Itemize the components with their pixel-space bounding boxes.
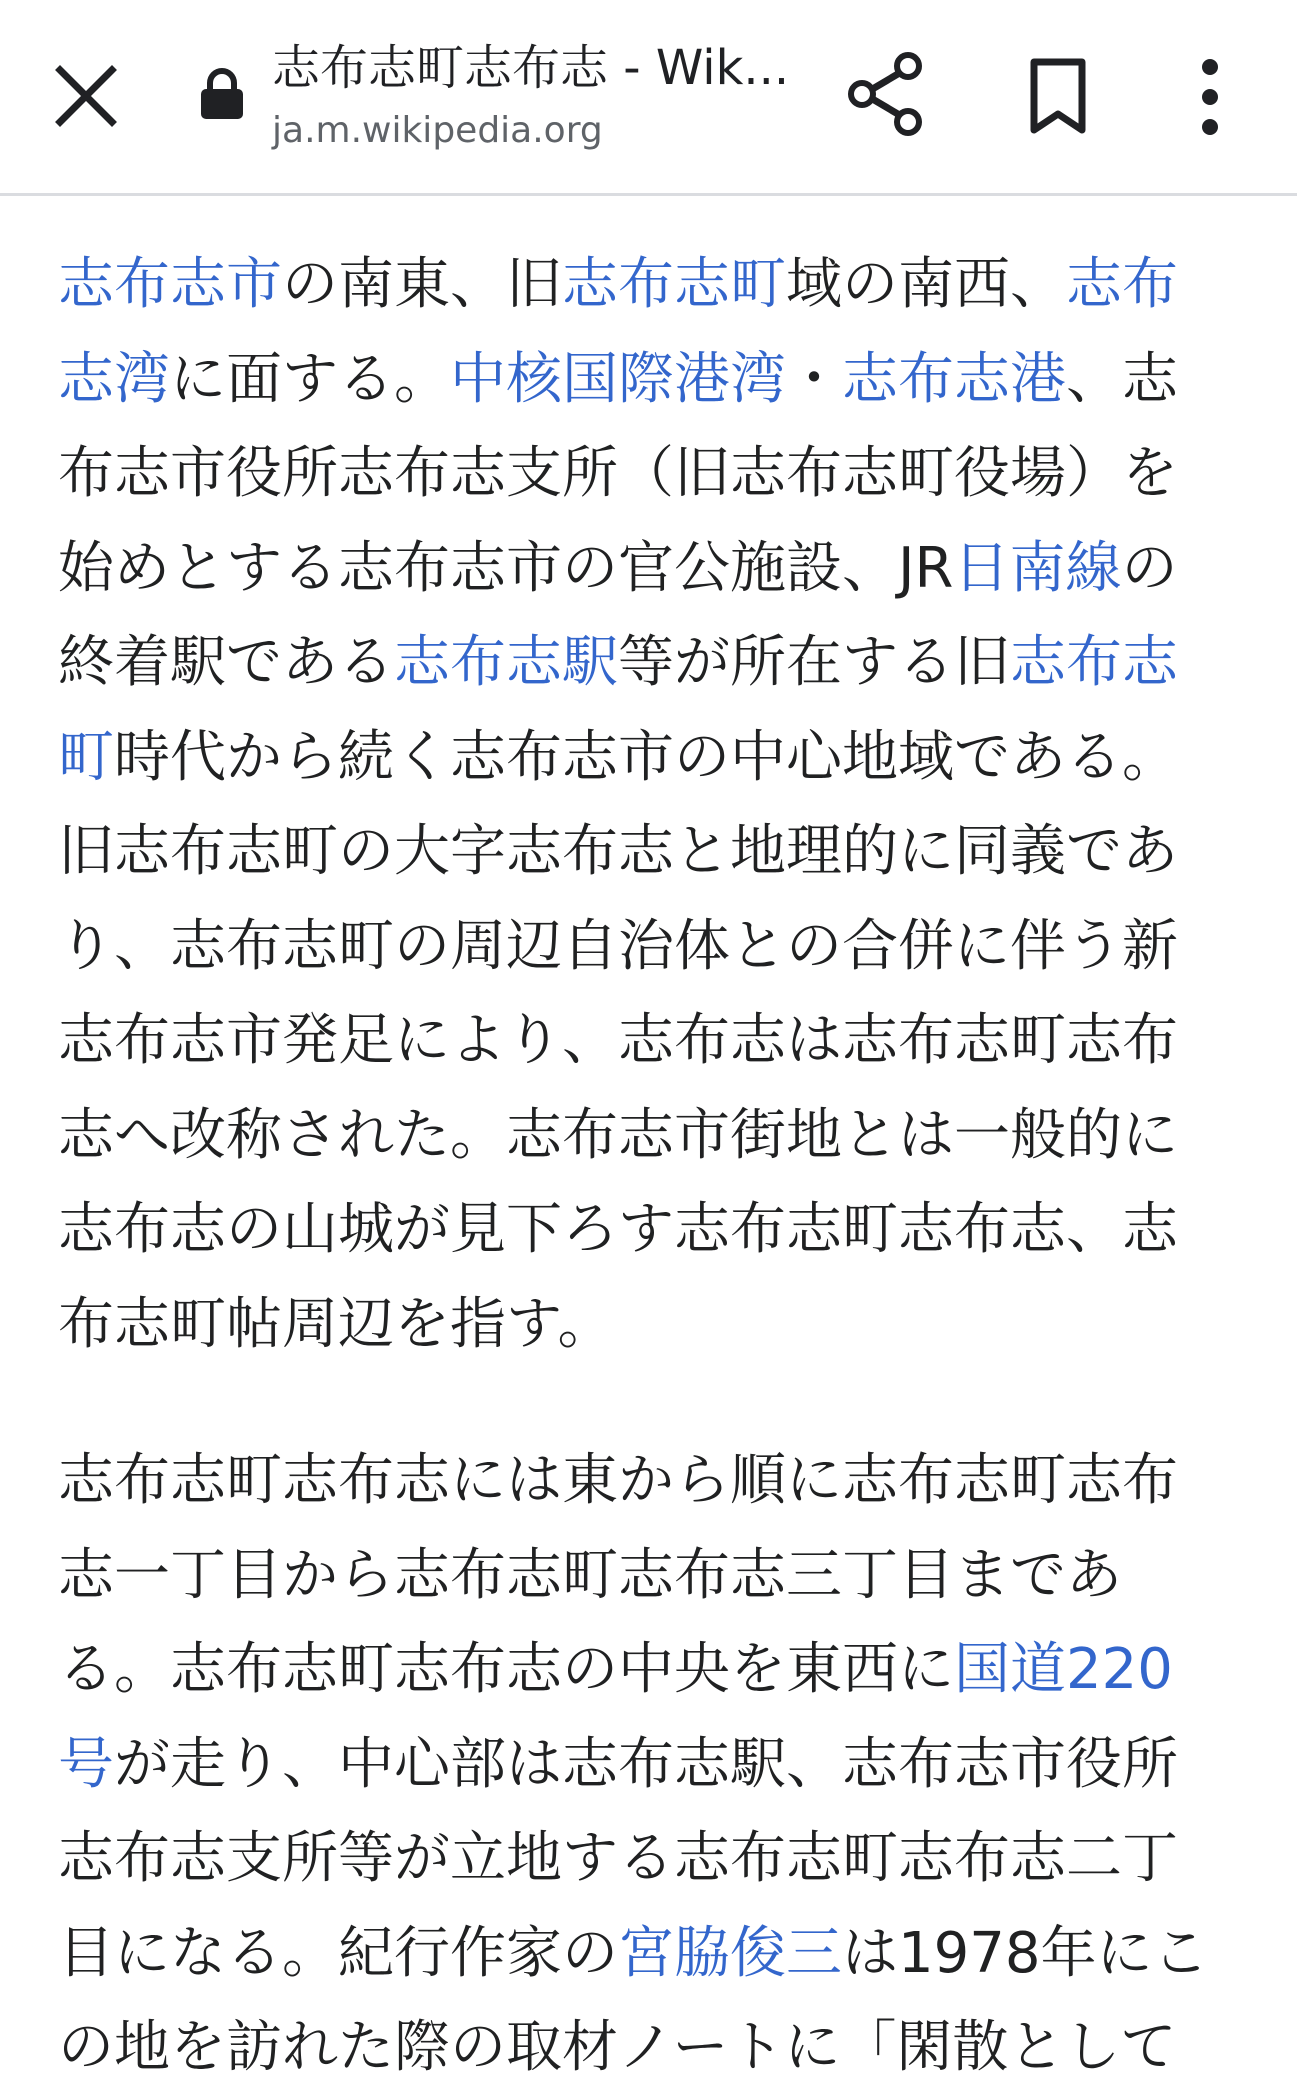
article-link[interactable]: 志布志町 <box>562 252 786 317</box>
article-text: に面する。 <box>170 346 450 412</box>
article-text: の南東、旧 <box>282 252 562 317</box>
article-link[interactable]: 志布志駅 <box>394 630 618 695</box>
article-link[interactable]: 中核国際港湾 <box>450 346 786 412</box>
article-content <box>58 238 1218 2096</box>
article-text: 等が所在する旧 <box>618 630 1010 695</box>
article-text: 、志布志市役所志布志支所（旧志布志町役場）を始めとする志布志市の官公施設、JR <box>58 346 1178 601</box>
lock-icon <box>198 68 246 120</box>
browser-toolbar <box>0 0 1297 196</box>
share-icon[interactable] <box>846 52 926 136</box>
article-text: が走り、中心部は志布志駅、志布志市役所志布志支所等が立地する志布志町志布志二丁目になる。紀行作家の <box>58 1731 1178 1986</box>
article-paragraph <box>58 238 1218 1372</box>
article-text: は1978年にこの地を訪れた際の取材ノートに「閑散として <box>58 1920 1209 2080</box>
article-text: の終着駅である <box>58 535 1178 695</box>
page-title-block[interactable] <box>272 34 792 156</box>
close-icon[interactable] <box>50 60 122 132</box>
article-link[interactable]: 国道220号 <box>58 1637 1173 1797</box>
article-link[interactable]: 宮脇俊三 <box>618 1920 842 1986</box>
article-text: ・ <box>786 346 842 412</box>
article-text: 志布志町志布志には東から順に志布志町志布志一丁目から志布志町志布志三丁目まである。志布志町志布志の中央を東西に <box>58 1448 1178 1702</box>
article-link[interactable]: 志布志市 <box>58 252 282 317</box>
article-link[interactable]: 志布志湾 <box>58 252 1178 412</box>
article-link[interactable]: 志布志町 <box>58 630 1178 790</box>
article-text: 時代から続く志布志市の中心地域である。旧志布志町の大字志布志と地理的に同義であり、志布志町の周辺自治体との合併に伴う新志布志市発足により、志布志は志布志町志布志へ改称された。志布志市街地とは一般的に志布志の山城が見下ろす志布志町志布志、志布志町帖周辺を指す。 <box>58 724 1178 1357</box>
bookmark-icon[interactable] <box>1026 56 1090 136</box>
page-url: ja.m.wikipedia.org <box>272 110 603 151</box>
article-link[interactable]: 志布志港 <box>842 346 1066 412</box>
page-title: 志布志町志布志 - Wik... <box>272 40 790 96</box>
more-vert-icon[interactable] <box>1192 58 1228 136</box>
article-link[interactable]: 日南線 <box>953 535 1122 601</box>
article-paragraph <box>58 1434 1218 2096</box>
article-text: 域の南西、 <box>786 252 1066 317</box>
